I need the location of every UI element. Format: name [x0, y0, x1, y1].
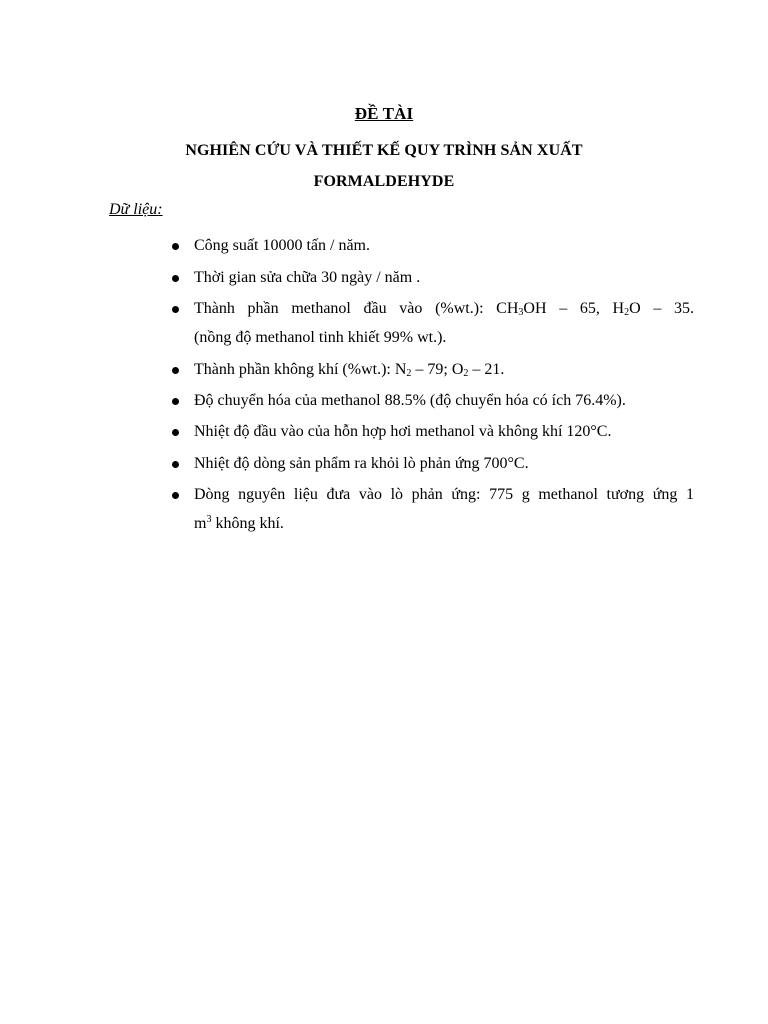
list-item-text: Thời gian sửa chữa 30 ngày / năm .: [194, 269, 421, 286]
bullet-icon: [172, 367, 179, 374]
bullet-icon: [172, 275, 179, 282]
list-item-text: Dòng nguyên liệu đưa vào lò phản ứng: 775 g methanol tương ứng 1: [194, 486, 694, 503]
bullet-icon: [172, 461, 179, 468]
list-item-text: Thành phần không khí (%wt.): $N_2 - 79$; $O_2 - 21$.: [194, 361, 505, 379]
bullet-icon: [172, 398, 179, 405]
document-subtitle-line-1: NGHIÊN CỨU VÀ THIẾT KẾ QUY TRÌNH SẢN XUẤT: [185, 142, 583, 159]
section-label-data: Dữ liệu:: [109, 201, 163, 218]
bullet-icon: [172, 306, 179, 313]
list-item-text: Độ chuyển hóa của methanol 88.5% (độ chuyển hóa có ích 76.4%).: [194, 392, 626, 409]
list-item-text: Công suất 10000 tấn / năm.: [194, 237, 370, 254]
bullet-icon: [172, 429, 179, 436]
list-item-text: Thành phần methanol đầu vào (%wt.): $CH_3OH - 65$, $H_2O - 35$.: [194, 300, 694, 318]
list-item-text-continued: (nồng độ methanol tinh khiết 99% wt.).: [194, 329, 447, 346]
bullet-icon: [172, 243, 179, 250]
document-subtitle-line-2: FORMALDEHYDE: [313, 173, 455, 190]
list-item-text-continued: $m^3$ không khí.: [194, 514, 284, 532]
bullet-icon: [172, 492, 179, 499]
document-title: ĐỀ TÀI: [354, 104, 414, 123]
list-item-text: Nhiệt độ đầu vào của hỗn hợp hơi methanol và không khí 120°C.: [194, 423, 612, 440]
list-item-text: Nhiệt độ dòng sản phẩm ra khỏi lò phản ứng 700°C.: [194, 455, 529, 472]
